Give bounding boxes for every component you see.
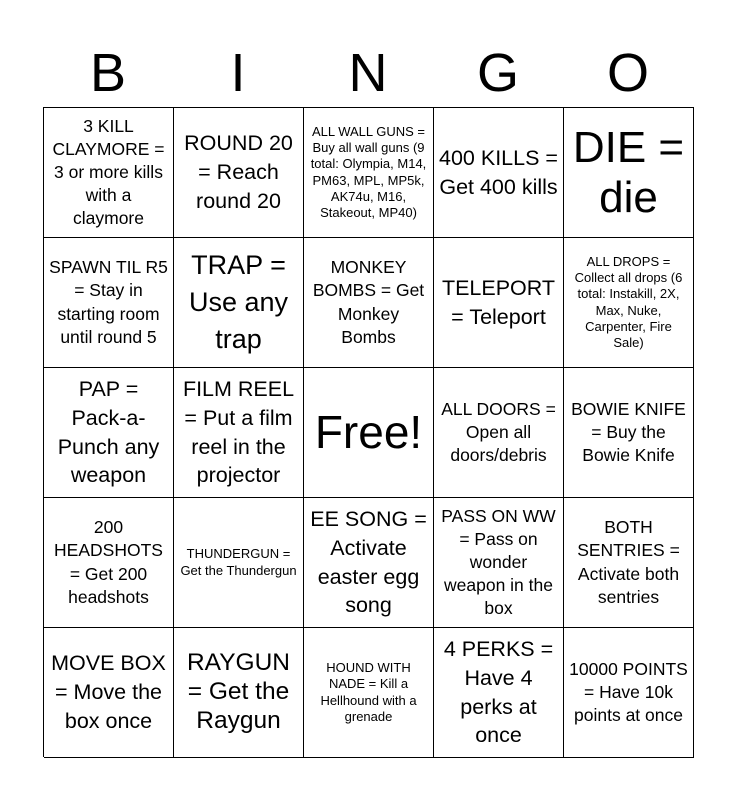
bingo-cell[interactable] xyxy=(434,238,564,368)
cell-text: ALL DROPS = Collect all drops (6 total: Instakill, 2X, Max, Nuke, Carpenter, Fire Sale) xyxy=(574,253,683,350)
header-letter-b: B xyxy=(89,43,127,103)
cell-text: FILM REEL = Put a film reel in the projector xyxy=(182,376,295,488)
cell-text: 4 PERKS = Have 4 perks at once xyxy=(443,636,554,748)
cell-text: SPAWN TIL R5 = Stay in starting room until round 5 xyxy=(49,257,168,347)
bingo-cell[interactable] xyxy=(434,108,564,238)
cell-text: 3 KILL CLAYMORE = 3 or more kills with a claymore xyxy=(52,115,165,229)
header-letter-g: G xyxy=(476,43,519,103)
bingo-cell[interactable] xyxy=(44,108,174,238)
free-space[interactable] xyxy=(304,368,434,498)
bingo-cell[interactable] xyxy=(564,238,694,368)
bingo-cell[interactable] xyxy=(564,498,694,628)
cell-text: THUNDERGUN = Get the Thundergun xyxy=(180,546,297,578)
bingo-cell[interactable] xyxy=(44,498,174,628)
cell-text: PAP = Pack-a-Punch any weapon xyxy=(57,376,160,488)
bingo-cell[interactable] xyxy=(44,628,174,758)
bingo-board xyxy=(43,107,694,757)
bingo-cell[interactable] xyxy=(434,368,564,498)
cell-text: ROUND 20 = Reach round 20 xyxy=(184,131,293,213)
bingo-cell[interactable] xyxy=(174,368,304,498)
bingo-cell[interactable] xyxy=(564,628,694,758)
header-letter-n: N xyxy=(348,43,388,103)
header-letter-o: O xyxy=(606,43,649,103)
bingo-cell[interactable] xyxy=(304,498,434,628)
bingo-cell[interactable] xyxy=(564,108,694,238)
bingo-cell[interactable] xyxy=(304,238,434,368)
cell-text: 10000 POINTS = Have 10k points at once xyxy=(569,658,688,726)
bingo-cell[interactable] xyxy=(44,238,174,368)
bingo-cell[interactable] xyxy=(434,628,564,758)
bingo-cell[interactable] xyxy=(174,108,304,238)
bingo-cell[interactable] xyxy=(174,628,304,758)
cell-text: EE SONG = Activate easter egg song xyxy=(310,506,427,618)
cell-text: TRAP = Use any trap xyxy=(188,249,289,355)
cell-text: ALL WALL GUNS = Buy all wall guns (9 total: Olympia, M14, PM63, MPL, MP5k, AK74u, M16, Stakeout, MP40) xyxy=(310,123,427,220)
cell-text: Free! xyxy=(314,406,423,459)
cell-text: ALL DOORS = Open all doors/debris xyxy=(441,398,556,466)
cell-text: 200 HEADSHOTS = Get 200 headshots xyxy=(54,517,163,607)
cell-text: HOUND WITH NADE = Kill a Hellhound with a grenade xyxy=(320,660,417,724)
bingo-cell[interactable] xyxy=(304,628,434,758)
cell-text: RAYGUN = Get the Raygun xyxy=(186,649,290,734)
bingo-cell[interactable] xyxy=(174,498,304,628)
bingo-cell[interactable] xyxy=(304,108,434,238)
bingo-cell[interactable] xyxy=(434,498,564,628)
cell-text: MOVE BOX = Move the box once xyxy=(51,651,166,733)
header-letter-i: I xyxy=(230,43,246,103)
cell-text: DIE = die xyxy=(572,123,685,222)
cell-text: TELEPORT = Teleport xyxy=(441,275,556,329)
cell-text: 400 KILLS = Get 400 kills xyxy=(439,145,558,199)
cell-text: BOWIE KNIFE = Buy the Bowie Knife xyxy=(571,398,686,466)
cell-text: MONKEY BOMBS = Get Monkey Bombs xyxy=(312,257,425,347)
bingo-cell[interactable] xyxy=(44,368,174,498)
bingo-cell[interactable] xyxy=(564,368,694,498)
cell-text: PASS ON WW = Pass on wonder weapon in the box xyxy=(441,505,556,619)
bingo-cell[interactable] xyxy=(174,238,304,368)
bingo-header xyxy=(43,40,693,106)
cell-text: BOTH SENTRIES = Activate both sentries xyxy=(577,517,680,607)
